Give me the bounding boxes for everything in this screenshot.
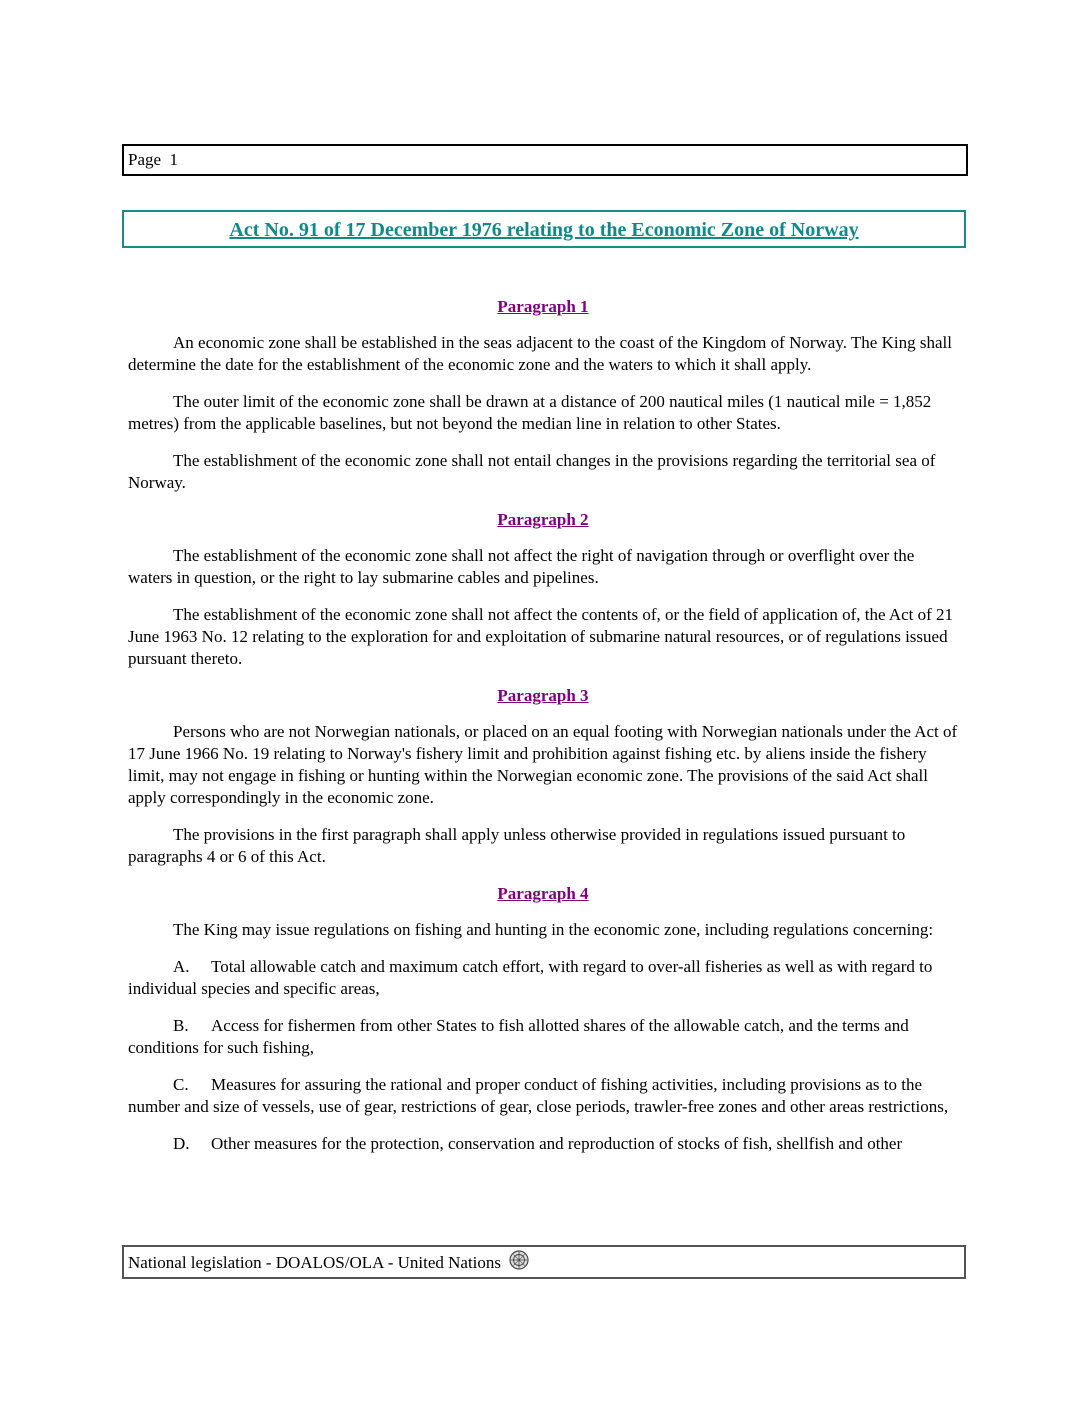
body-paragraph: The establishment of the economic zone shall not entail changes in the provisions regarding the territorial sea of Norway. <box>128 451 936 492</box>
body-paragraph: The provisions in the first paragraph shall apply unless otherwise provided in regulations issued pursuant to paragraphs 4 or 6 of this Act. <box>128 825 906 866</box>
section-heading-paragraph-3: Paragraph 3 <box>497 686 589 705</box>
page-label: Page 1 <box>128 150 179 169</box>
list-item-letter: D. <box>173 1134 190 1153</box>
body-paragraph: The King may issue regulations on fishing and hunting in the economic zone, including regulations concerning: <box>173 920 934 939</box>
document-body <box>128 296 958 1170</box>
list-item-letter: C. <box>173 1075 189 1094</box>
page-number-header <box>122 144 968 176</box>
body-paragraph: The establishment of the economic zone shall not affect the contents of, or the field of application of, the Act of 21 June 1963 No. 12 relating to the exploration for and exploitation of submarine natural resources, or of regulations issued pursuant thereto. <box>128 605 954 668</box>
body-paragraph: An economic zone shall be established in the seas adjacent to the coast of the Kingdom of Norway. The King shall determine the date for the establishment of the economic zone and the waters to which it shall apply. <box>128 333 952 374</box>
list-item-letter: A. <box>173 957 190 976</box>
list-item-text: Total allowable catch and maximum catch effort, with regard to over-all fisheries as well as with regard to individual species and specific areas, <box>128 957 933 998</box>
list-item <box>128 1015 958 1059</box>
section-heading-paragraph-2: Paragraph 2 <box>497 510 589 529</box>
page-footer <box>122 1245 966 1279</box>
footer-text: National legislation - DOALOS/OLA - United Nations <box>128 1253 502 1272</box>
list-item <box>128 956 958 1000</box>
body-paragraph: The outer limit of the economic zone shall be drawn at a distance of 200 nautical miles (1 nautical mile = 1,852 metres) from the applicable baselines, but not beyond the median line in relation to other States. <box>128 392 932 433</box>
list-item <box>128 1133 958 1155</box>
list-item-text: Access for fishermen from other States to fish allotted shares of the allowable catch, and the terms and conditions for such fishing, <box>128 1016 909 1057</box>
document-title-box <box>122 210 966 248</box>
list-item-letter: B. <box>173 1016 189 1035</box>
list-item-text: Other measures for the protection, conservation and reproduction of stocks of fish, shellfish and other <box>211 1134 903 1153</box>
body-paragraph: The establishment of the economic zone shall not affect the right of navigation through or overflight over the waters in question, or the right to lay submarine cables and pipelines. <box>128 546 915 587</box>
list-item <box>128 1074 958 1118</box>
section-heading-paragraph-1: Paragraph 1 <box>497 297 589 316</box>
document-title: Act No. 91 of 17 December 1976 relating to the Economic Zone of Norway <box>229 219 859 241</box>
section-heading-paragraph-4: Paragraph 4 <box>497 884 589 903</box>
un-emblem-icon <box>509 1249 529 1281</box>
body-paragraph: Persons who are not Norwegian nationals, or placed on an equal footing with Norwegian nationals under the Act of 17 June 1966 No. 19 relating to Norway's fishery limit and prohibition against fishing etc. by aliens inside the fishery limit, may not engage in fishing or hunting within the Norwegian economic zone. The provisions of the said Act shall apply correspondingly in the economic zone. <box>128 722 958 807</box>
list-item-text: Measures for assuring the rational and proper conduct of fishing activities, including provisions as to the number and size of vessels, use of gear, restrictions of gear, close periods, trawler-free zones and other areas restrictions, <box>128 1075 949 1116</box>
